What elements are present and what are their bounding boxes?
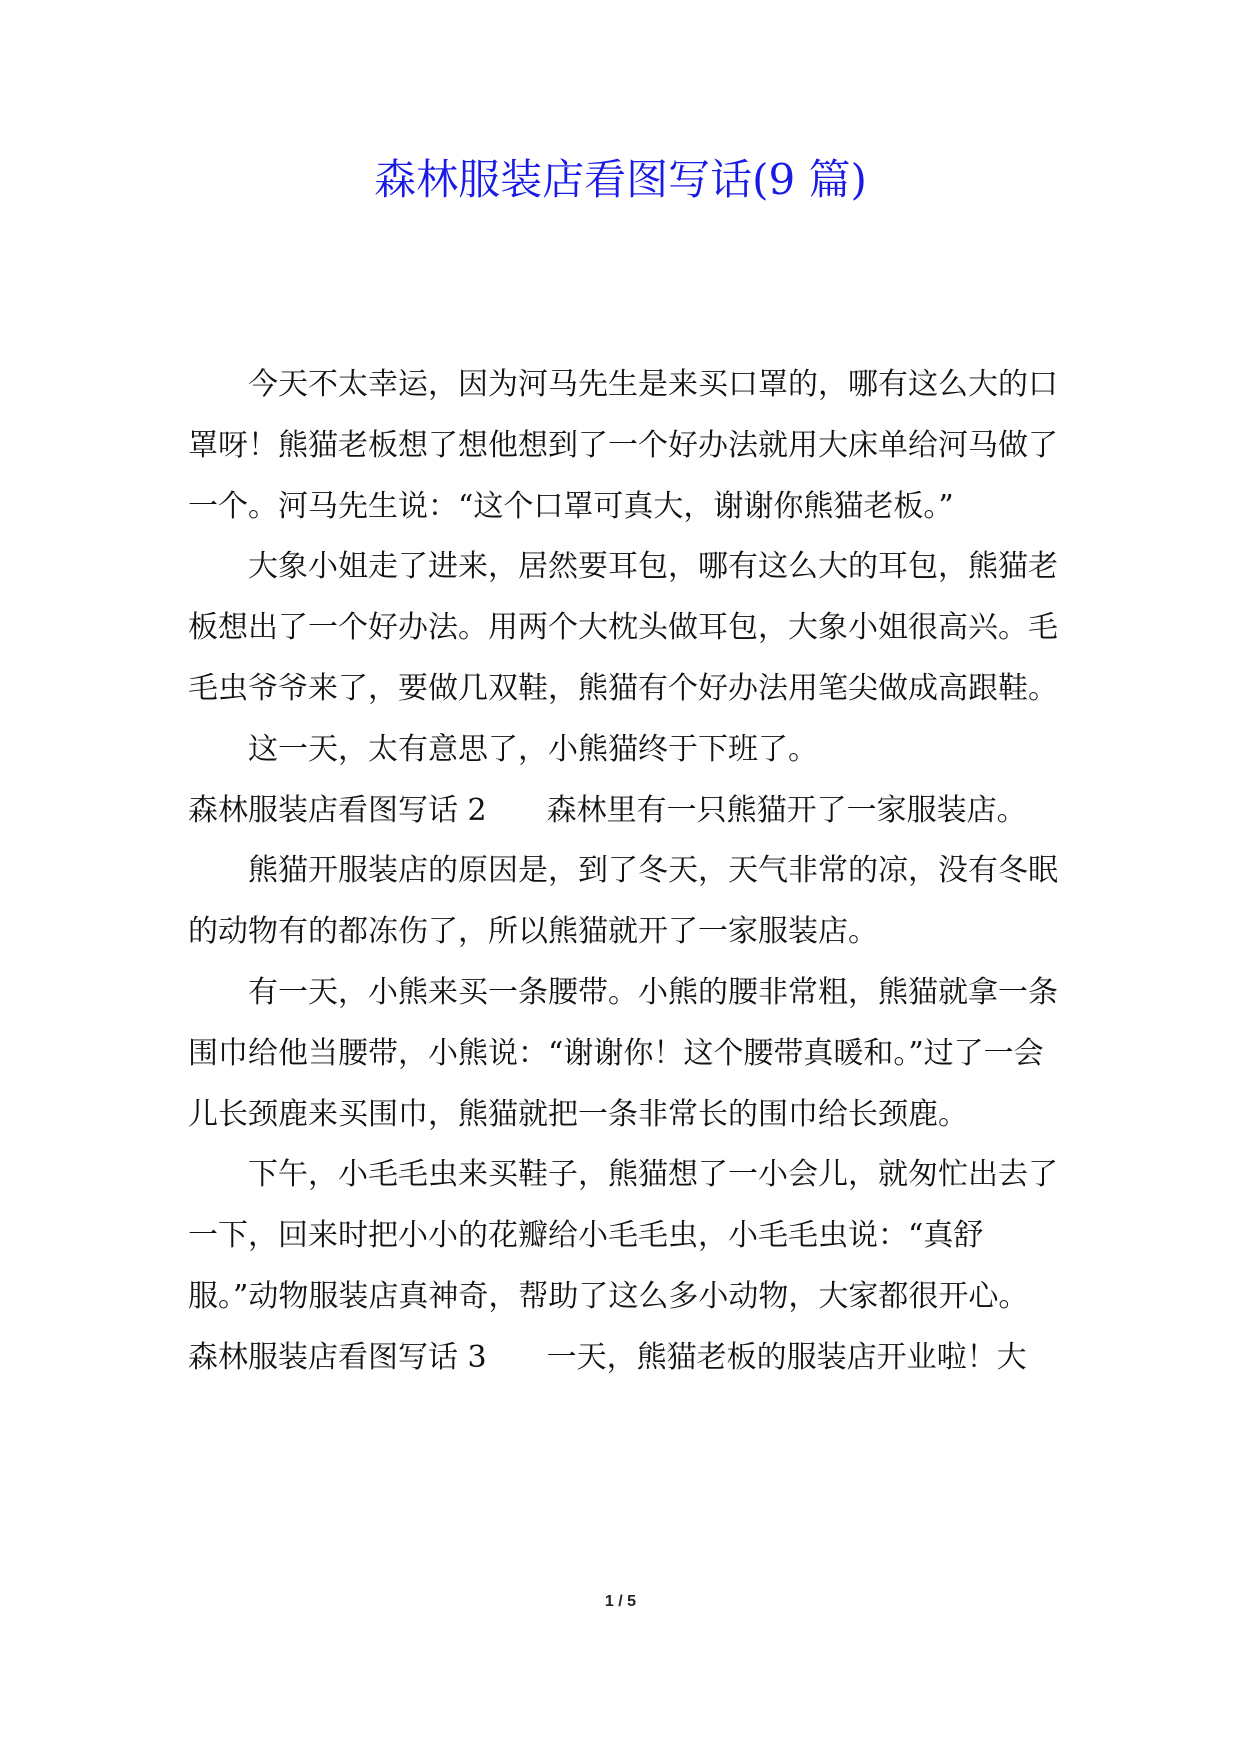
- page-number: 1 / 5: [604, 1593, 637, 1610]
- document-body: [188, 355, 1058, 1389]
- paragraph-end-of-day: 这一天，太有意思了，小熊猫终于下班了。: [248, 731, 818, 767]
- paragraph-bear-belt: 有一天，小熊来买一条腰带。小熊的腰非常粗，熊猫就拿一条围巾给他当腰带，小熊说：“谢谢你！这个腰带真暖和。”过了一会儿长颈鹿来买围巾，熊猫就把一条非常长的围巾给长颈鹿。: [188, 974, 1058, 1132]
- section-heading-3: 森林服装店看图写话 3 一天，熊猫老板的服装店开业啦！大: [188, 1339, 1027, 1375]
- paragraph-hippo-mask: 今天不太幸运，因为河马先生是来买口罩的，哪有这么大的口罩呀！熊猫老板想了想他想到了一个好办法就用大床单给河马做了一个。河马先生说：“这个口罩可真大，谢谢你熊猫老板。”: [188, 367, 1058, 524]
- paragraph-shop-reason: 熊猫开服装店的原因是，到了冬天，天气非常的凉，没有冬眠的动物有的都冻伤了，所以熊猫就开了一家服装店。: [188, 853, 1058, 950]
- paragraph-caterpillar-shoes: 下午，小毛毛虫来买鞋子，熊猫想了一小会儿，就匆忙出去了一下，回来时把小小的花瓣给小毛毛虫，小毛毛虫说：“真舒服。”动物服装店真神奇，帮助了这么多小动物，大家都很开心。: [188, 1157, 1058, 1314]
- paragraph-elephant-earmuffs: 大象小姐走了进来，居然要耳包，哪有这么大的耳包，熊猫老板想出了一个好办法。用两个大枕头做耳包，大象小姐很高兴。毛毛虫爷爷来了，要做几双鞋，熊猫有个好办法用笔尖做成高跟鞋。: [188, 549, 1058, 706]
- document-title: 森林服装店看图写话(9 篇): [374, 155, 867, 204]
- section-heading-2: 森林服装店看图写话 2 森林里有一只熊猫开了一家服装店。: [188, 792, 1027, 828]
